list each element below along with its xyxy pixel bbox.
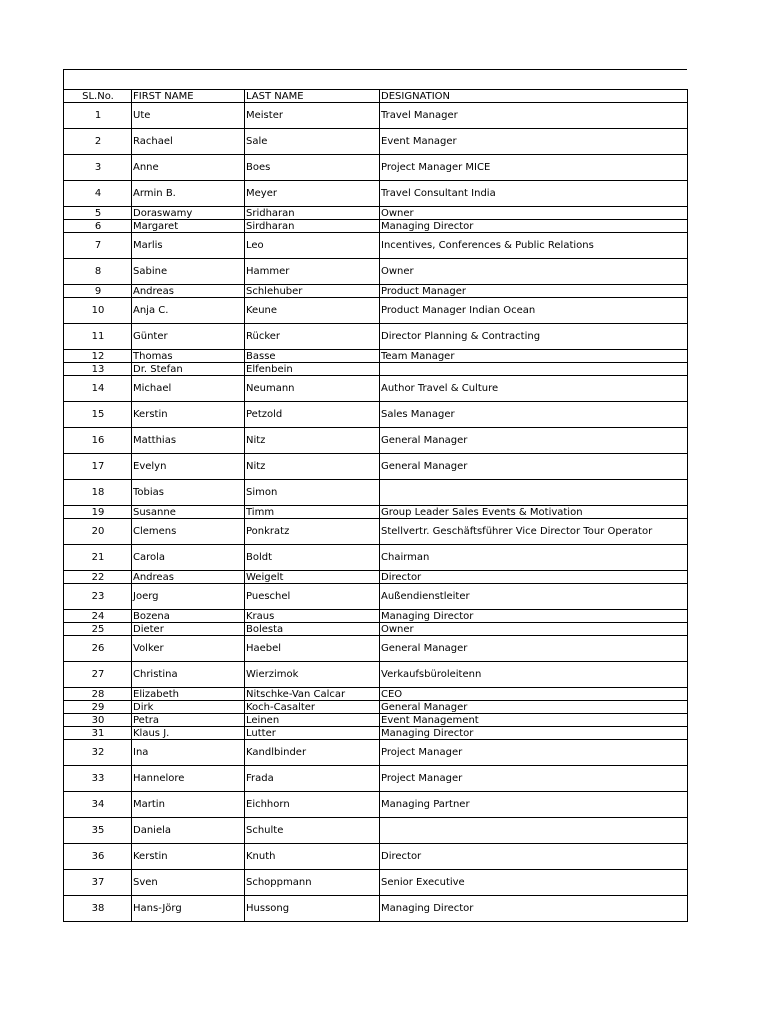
first-name-cell: Clemens [132, 519, 245, 545]
first-name-cell: Susanne [132, 506, 245, 519]
sl-no-cell: 23 [64, 584, 132, 610]
sl-no-cell: 19 [64, 506, 132, 519]
table-row [64, 285, 688, 298]
last-name-cell: Nitz [245, 454, 380, 480]
designation-cell: Managing Director [380, 727, 688, 740]
first-name-cell: Andreas [132, 571, 245, 584]
designation-cell: Senior Executive [380, 870, 688, 896]
last-name-cell: Schlehuber [245, 285, 380, 298]
last-name-cell: Rücker [245, 324, 380, 350]
designation-cell: Group Leader Sales Events & Motivation [380, 506, 688, 519]
table-row [64, 506, 688, 519]
last-name-cell: Ponkratz [245, 519, 380, 545]
table-row [64, 727, 688, 740]
header-last-name: LAST NAME [245, 90, 380, 103]
table-row [64, 103, 688, 129]
first-name-cell: Armin B. [132, 181, 245, 207]
first-name-cell: Martin [132, 792, 245, 818]
designation-cell: Außendienstleiter [380, 584, 688, 610]
table-row [64, 714, 688, 727]
first-name-cell: Ina [132, 740, 245, 766]
designation-cell: CEO [380, 688, 688, 701]
first-name-cell: Petra [132, 714, 245, 727]
table-row [64, 818, 688, 844]
designation-cell [380, 363, 688, 376]
first-name-cell: Christina [132, 662, 245, 688]
sl-no-cell: 25 [64, 623, 132, 636]
last-name-cell: Leinen [245, 714, 380, 727]
last-name-cell: Simon [245, 480, 380, 506]
designation-cell: Managing Partner [380, 792, 688, 818]
last-name-cell: Frada [245, 766, 380, 792]
designation-cell: Project Manager [380, 740, 688, 766]
first-name-cell: Bozena [132, 610, 245, 623]
first-name-cell: Carola [132, 545, 245, 571]
header-designation: DESIGNATION [380, 90, 688, 103]
sl-no-cell: 6 [64, 220, 132, 233]
sl-no-cell: 8 [64, 259, 132, 285]
last-name-cell: Boldt [245, 545, 380, 571]
table-row [64, 402, 688, 428]
table-row [64, 207, 688, 220]
sl-no-cell: 18 [64, 480, 132, 506]
header-row [64, 90, 688, 103]
designation-cell: General Manager [380, 454, 688, 480]
sl-no-cell: 27 [64, 662, 132, 688]
designation-cell: Owner [380, 623, 688, 636]
first-name-cell: Marlis [132, 233, 245, 259]
designation-cell: Director Planning & Contracting [380, 324, 688, 350]
designation-cell: General Manager [380, 701, 688, 714]
sl-no-cell: 21 [64, 545, 132, 571]
sl-no-cell: 1 [64, 103, 132, 129]
table-row [64, 298, 688, 324]
designation-cell: Stellvertr. Geschäftsführer Vice Director Tour Operator [380, 519, 688, 545]
last-name-cell: Elfenbein [245, 363, 380, 376]
table-row [64, 571, 688, 584]
table-row [64, 766, 688, 792]
last-name-cell: Timm [245, 506, 380, 519]
last-name-cell: Pueschel [245, 584, 380, 610]
designation-cell: Owner [380, 207, 688, 220]
sl-no-cell: 33 [64, 766, 132, 792]
sl-no-cell: 38 [64, 896, 132, 922]
first-name-cell: Anne [132, 155, 245, 181]
sl-no-cell: 4 [64, 181, 132, 207]
table-row [64, 519, 688, 545]
last-name-cell: Nitz [245, 428, 380, 454]
last-name-cell: Koch-Casalter [245, 701, 380, 714]
designation-cell: Product Manager [380, 285, 688, 298]
sl-no-cell: 5 [64, 207, 132, 220]
first-name-cell: Anja C. [132, 298, 245, 324]
last-name-cell: Keune [245, 298, 380, 324]
last-name-cell: Hussong [245, 896, 380, 922]
sl-no-cell: 29 [64, 701, 132, 714]
designation-cell: Project Manager [380, 766, 688, 792]
sl-no-cell: 3 [64, 155, 132, 181]
last-name-cell: Eichhorn [245, 792, 380, 818]
sl-no-cell: 32 [64, 740, 132, 766]
first-name-cell: Elizabeth [132, 688, 245, 701]
contact-sheet [63, 69, 687, 922]
sl-no-cell: 11 [64, 324, 132, 350]
table-row [64, 233, 688, 259]
sl-no-cell: 36 [64, 844, 132, 870]
designation-cell: General Manager [380, 636, 688, 662]
table-row [64, 376, 688, 402]
sl-no-cell: 22 [64, 571, 132, 584]
sl-no-cell: 16 [64, 428, 132, 454]
last-name-cell: Schulte [245, 818, 380, 844]
table-row [64, 454, 688, 480]
first-name-cell: Matthias [132, 428, 245, 454]
table-row [64, 181, 688, 207]
first-name-cell: Günter [132, 324, 245, 350]
table-row [64, 220, 688, 233]
sl-no-cell: 31 [64, 727, 132, 740]
designation-cell [380, 480, 688, 506]
first-name-cell: Ute [132, 103, 245, 129]
last-name-cell: Kraus [245, 610, 380, 623]
designation-cell [380, 818, 688, 844]
sl-no-cell: 28 [64, 688, 132, 701]
last-name-cell: Meister [245, 103, 380, 129]
first-name-cell: Kerstin [132, 844, 245, 870]
designation-cell: Director [380, 571, 688, 584]
sl-no-cell: 14 [64, 376, 132, 402]
first-name-cell: Klaus J. [132, 727, 245, 740]
table-row [64, 623, 688, 636]
first-name-cell: Rachael [132, 129, 245, 155]
sl-no-cell: 9 [64, 285, 132, 298]
designation-cell: Travel Consultant India [380, 181, 688, 207]
last-name-cell: Petzold [245, 402, 380, 428]
table-row [64, 584, 688, 610]
sl-no-cell: 26 [64, 636, 132, 662]
last-name-cell: Sridharan [245, 207, 380, 220]
last-name-cell: Kandlbinder [245, 740, 380, 766]
sl-no-cell: 2 [64, 129, 132, 155]
header-sl-no: SL.No. [64, 90, 132, 103]
first-name-cell: Joerg [132, 584, 245, 610]
last-name-cell: Haebel [245, 636, 380, 662]
last-name-cell: Schoppmann [245, 870, 380, 896]
table-row [64, 792, 688, 818]
table-row [64, 740, 688, 766]
first-name-cell: Dieter [132, 623, 245, 636]
table-row [64, 350, 688, 363]
sl-no-cell: 12 [64, 350, 132, 363]
first-name-cell: Tobias [132, 480, 245, 506]
first-name-cell: Sabine [132, 259, 245, 285]
sl-no-cell: 10 [64, 298, 132, 324]
last-name-cell: Leo [245, 233, 380, 259]
first-name-cell: Hans-Jörg [132, 896, 245, 922]
table-row [64, 428, 688, 454]
sl-no-cell: 7 [64, 233, 132, 259]
designation-cell: Director [380, 844, 688, 870]
table-row [64, 896, 688, 922]
table-row [64, 480, 688, 506]
last-name-cell: Sirdharan [245, 220, 380, 233]
designation-cell: Owner [380, 259, 688, 285]
table-row [64, 324, 688, 350]
first-name-cell: Hannelore [132, 766, 245, 792]
table-row [64, 844, 688, 870]
table-row [64, 545, 688, 571]
first-name-cell: Michael [132, 376, 245, 402]
last-name-cell: Meyer [245, 181, 380, 207]
first-name-cell: Evelyn [132, 454, 245, 480]
designation-cell: Project Manager MICE [380, 155, 688, 181]
sl-no-cell: 24 [64, 610, 132, 623]
sl-no-cell: 35 [64, 818, 132, 844]
table-row [64, 662, 688, 688]
contact-table [63, 89, 688, 922]
table-row [64, 636, 688, 662]
table-row [64, 363, 688, 376]
sl-no-cell: 17 [64, 454, 132, 480]
table-row [64, 155, 688, 181]
designation-cell: Event Manager [380, 129, 688, 155]
sl-no-cell: 37 [64, 870, 132, 896]
table-row [64, 701, 688, 714]
designation-cell: Event Management [380, 714, 688, 727]
designation-cell: Verkaufsbüroleitenn [380, 662, 688, 688]
designation-cell: Travel Manager [380, 103, 688, 129]
designation-cell: Managing Director [380, 220, 688, 233]
first-name-cell: Sven [132, 870, 245, 896]
table-row [64, 688, 688, 701]
last-name-cell: Sale [245, 129, 380, 155]
table-row [64, 870, 688, 896]
sl-no-cell: 15 [64, 402, 132, 428]
last-name-cell: Lutter [245, 727, 380, 740]
table-row [64, 259, 688, 285]
first-name-cell: Dirk [132, 701, 245, 714]
first-name-cell: Doraswamy [132, 207, 245, 220]
designation-cell: Sales Manager [380, 402, 688, 428]
designation-cell: Managing Director [380, 896, 688, 922]
designation-cell: Incentives, Conferences & Public Relations [380, 233, 688, 259]
sl-no-cell: 34 [64, 792, 132, 818]
first-name-cell: Dr. Stefan [132, 363, 245, 376]
first-name-cell: Margaret [132, 220, 245, 233]
last-name-cell: Nitschke-Van Calcar [245, 688, 380, 701]
header-first-name: FIRST NAME [132, 90, 245, 103]
first-name-cell: Volker [132, 636, 245, 662]
sl-no-cell: 30 [64, 714, 132, 727]
first-name-cell: Kerstin [132, 402, 245, 428]
sl-no-cell: 13 [64, 363, 132, 376]
table-row [64, 610, 688, 623]
last-name-cell: Weigelt [245, 571, 380, 584]
designation-cell: Chairman [380, 545, 688, 571]
designation-cell: Product Manager Indian Ocean [380, 298, 688, 324]
designation-cell: Author Travel & Culture [380, 376, 688, 402]
last-name-cell: Neumann [245, 376, 380, 402]
table-row [64, 129, 688, 155]
last-name-cell: Wierzimok [245, 662, 380, 688]
first-name-cell: Daniela [132, 818, 245, 844]
designation-cell: Team Manager [380, 350, 688, 363]
last-name-cell: Knuth [245, 844, 380, 870]
last-name-cell: Basse [245, 350, 380, 363]
sl-no-cell: 20 [64, 519, 132, 545]
last-name-cell: Bolesta [245, 623, 380, 636]
last-name-cell: Hammer [245, 259, 380, 285]
first-name-cell: Thomas [132, 350, 245, 363]
designation-cell: Managing Director [380, 610, 688, 623]
designation-cell: General Manager [380, 428, 688, 454]
first-name-cell: Andreas [132, 285, 245, 298]
last-name-cell: Boes [245, 155, 380, 181]
sheet-title-band [63, 69, 687, 89]
